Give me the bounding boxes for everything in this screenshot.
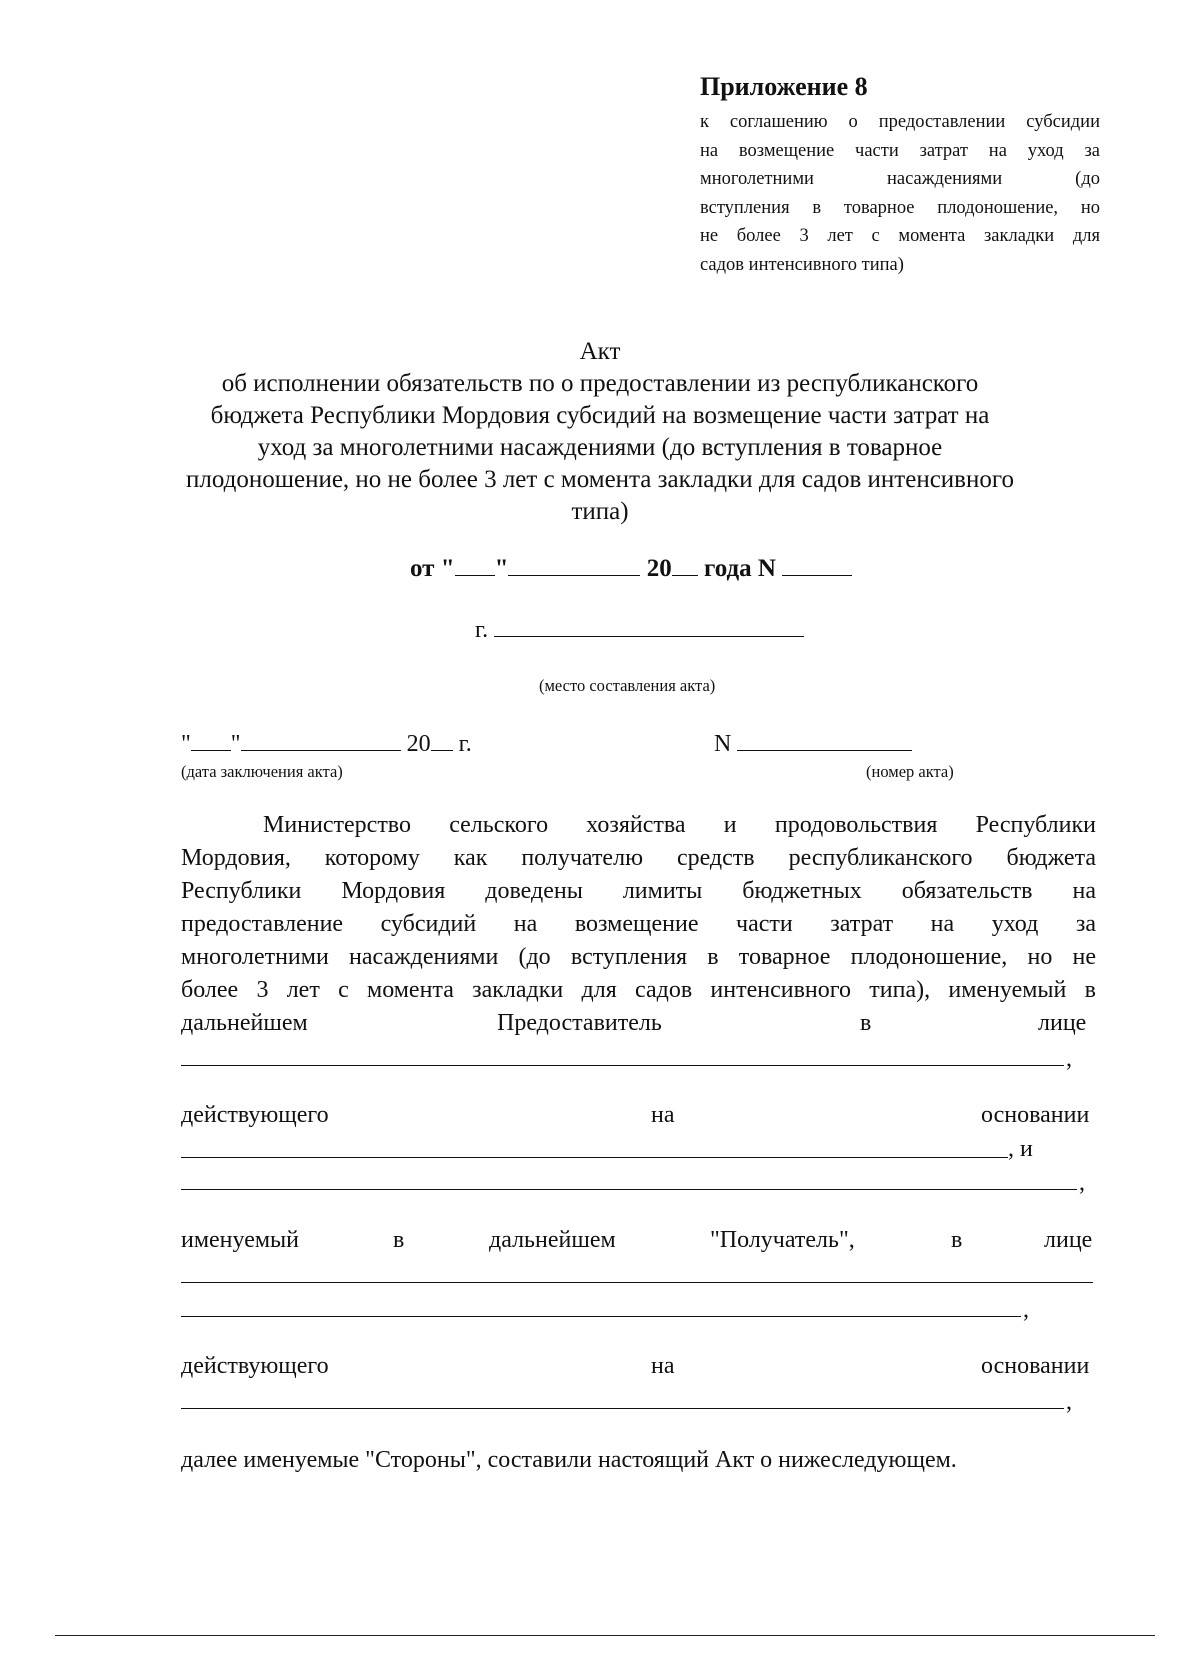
place-caption: (место составления акта) <box>539 676 716 695</box>
recipient-word: именуемый <box>181 1227 300 1253</box>
acting-word: основании <box>981 1102 1090 1128</box>
paragraph-line: Мордовия, которому как получателю средств республиканского бюджета <box>181 845 1096 871</box>
conclusion-number-blank <box>737 728 912 751</box>
appendix-line: многолетними насаждениями (до <box>700 169 1100 189</box>
act-title-line: типа) <box>571 498 629 525</box>
recipient-representative-blank <box>181 1282 1093 1283</box>
conclusion-date-caption: (дата заключения акта) <box>181 762 343 781</box>
paragraph-line: многолетними насаждениями (до вступления в товарное плодоношение, но не <box>181 944 1096 970</box>
conclusion-year-blank <box>431 728 453 751</box>
year-blank <box>672 553 698 576</box>
paragraph-line: более 3 лет с момента закладки для садов интенсивного типа), именуемый в <box>181 977 1096 1003</box>
act-title-line: уход за многолетними насаждениями (до вступления в товарное <box>257 434 943 461</box>
comma: , <box>1066 1389 1072 1415</box>
acting-word: действующего <box>181 1353 329 1379</box>
conclusion-month-blank <box>241 728 401 751</box>
recipient-representative-blank-2 <box>181 1316 1021 1317</box>
comma: , <box>1079 1170 1085 1196</box>
act-date-number-line <box>410 553 852 583</box>
place-blank <box>494 614 804 637</box>
conclusion-number-line <box>714 728 912 758</box>
comma: , <box>1066 1046 1072 1072</box>
appendix-line: на возмещение части затрат на уход за <box>700 140 1100 161</box>
comma: , <box>1023 1297 1029 1323</box>
date-quote-close: " <box>494 555 509 582</box>
recipient-basis-blank <box>181 1408 1064 1409</box>
appendix-title-text: Приложение 8 <box>700 72 868 101</box>
appendix-line: вступления в товарное плодоношение, но <box>700 197 1100 218</box>
conclusion-quote-close: " <box>230 731 241 757</box>
appendix-description <box>700 108 1100 279</box>
conclusion-date-line <box>181 728 472 758</box>
acting-word: на <box>651 1353 675 1379</box>
acting-word: действующего <box>181 1102 329 1128</box>
acting-word: на <box>651 1102 675 1128</box>
paragraph-line: предоставление субсидий на возмещение части затрат на уход за <box>181 911 1096 937</box>
place-line <box>475 614 804 644</box>
recipient-word: лице <box>1044 1227 1093 1253</box>
conclusion-number-prefix: N <box>714 731 732 757</box>
provider-word: Предоставитель <box>497 1010 662 1036</box>
provider-word: в <box>860 1010 872 1036</box>
recipient-word: в <box>951 1227 963 1253</box>
conclusion-year-prefix: 20 <box>406 731 431 757</box>
recipient-word: в <box>393 1227 405 1253</box>
provider-representative-blank <box>181 1065 1064 1066</box>
city-prefix: г. <box>475 617 489 643</box>
month-blank <box>508 553 640 576</box>
conclusion-number-caption: (номер акта) <box>866 762 954 781</box>
paragraph-line: Республики Мордовия доведены лимиты бюджетных обязательств на <box>181 878 1096 904</box>
act-title-line: плодоношение, но не более 3 лет с момента закладки для садов интенсивного <box>185 466 1014 493</box>
appendix-line: не более 3 лет с момента закладки для <box>700 226 1100 246</box>
conclusion-year-suffix: г. <box>458 731 472 757</box>
provider-word: дальнейшем <box>181 1010 308 1036</box>
conclusion-day-blank <box>191 728 231 751</box>
recipient-word: "Получатель", <box>710 1227 855 1253</box>
footer-rule <box>55 1635 1155 1636</box>
recipient-word: дальнейшем <box>489 1227 616 1253</box>
act-heading: Акт <box>579 338 621 365</box>
closing-sentence: далее именуемые "Стороны", составили настоящий Акт о нижеследующем. <box>181 1447 957 1473</box>
act-title-line: об исполнении обязательств по о предоставлении из республиканского <box>221 370 979 397</box>
conclusion-quote-open: " <box>181 731 191 757</box>
provider-word: лице <box>1038 1010 1087 1036</box>
appendix-line: к соглашению о предоставлении субсидии <box>700 112 1100 132</box>
paragraph-line: Министерство сельского хозяйства и продовольствия Республики <box>263 812 1096 838</box>
provider-basis-blank <box>181 1157 1008 1158</box>
date-prefix: от " <box>410 555 455 582</box>
number-label: года N <box>703 555 776 582</box>
appendix-line: садов интенсивного типа) <box>700 254 904 275</box>
acting-word: основании <box>981 1353 1090 1379</box>
act-title-line: бюджета Республики Мордовия субсидий на возмещение части затрат на <box>210 402 990 429</box>
recipient-name-blank <box>181 1189 1077 1190</box>
and-text: , и <box>1008 1136 1033 1162</box>
day-blank <box>455 553 495 576</box>
year-prefix: 20 <box>646 555 672 582</box>
act-number-blank <box>782 553 852 576</box>
